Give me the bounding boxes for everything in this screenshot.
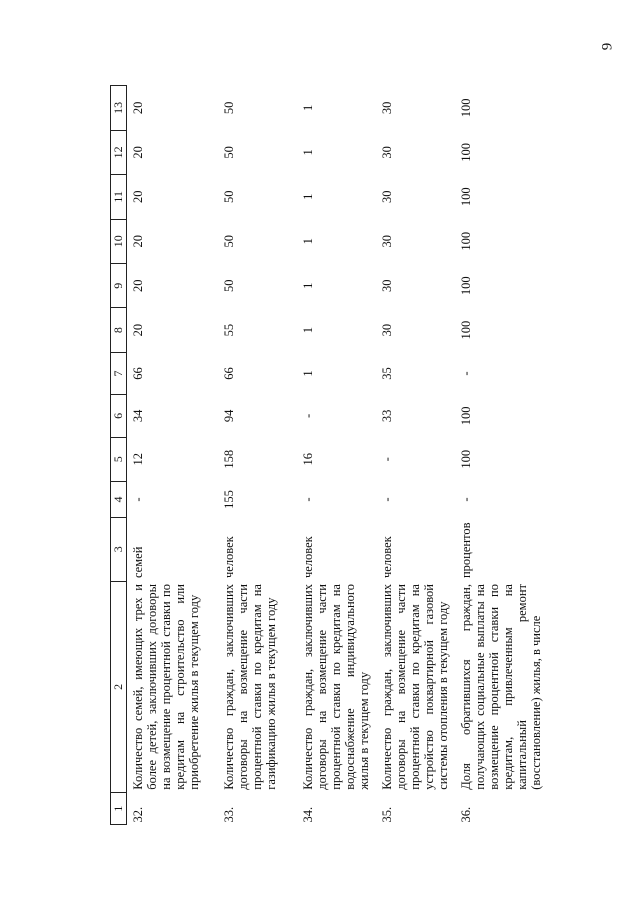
row-value: 155 xyxy=(222,490,236,509)
row-value: - xyxy=(459,371,473,376)
row-unit: процентов xyxy=(459,522,473,579)
table-row xyxy=(376,86,455,825)
row-unit: человек xyxy=(222,536,236,579)
row-value: 30 xyxy=(380,279,394,292)
col-header-13: 13 xyxy=(111,86,127,131)
col-header-8: 8 xyxy=(111,308,127,352)
row-value: - xyxy=(301,413,315,418)
row-value: 1 xyxy=(301,370,315,377)
row-value: 1 xyxy=(301,238,315,245)
table-row xyxy=(455,86,548,825)
row-value: 1 xyxy=(301,327,315,334)
row-value: 35 xyxy=(380,367,394,380)
row-value: 50 xyxy=(222,190,236,204)
row-value: 30 xyxy=(380,190,394,204)
row-value: 20 xyxy=(131,279,145,292)
row-value: 30 xyxy=(380,146,394,159)
row-unit: человек xyxy=(380,536,394,579)
row-value: 20 xyxy=(131,235,145,248)
col-header-4: 4 xyxy=(111,482,127,518)
row-value: - xyxy=(301,497,315,502)
row-value: - xyxy=(380,497,394,502)
table-row xyxy=(127,86,219,825)
col-header-7: 7 xyxy=(111,352,127,394)
row-value: 94 xyxy=(222,409,236,423)
row-number: 33. xyxy=(222,806,236,823)
row-value: 50 xyxy=(222,101,236,115)
row-value: 100 xyxy=(459,98,473,118)
row-value: 33 xyxy=(380,409,394,423)
row-unit: человек xyxy=(301,536,315,579)
row-value: 50 xyxy=(222,235,236,248)
row-value: 1 xyxy=(301,149,315,156)
row-value: 20 xyxy=(131,323,145,337)
row-value: 100 xyxy=(459,449,473,469)
row-value: 12 xyxy=(131,453,145,466)
row-value: 100 xyxy=(459,320,473,340)
row-value: 100 xyxy=(459,142,473,162)
row-description: Количество семей, имеющих трех и более детей, заключивших договоры на возмещение процентной ставки по кредитам на строительство или приобретение жилья в текущем году xyxy=(131,584,201,790)
col-header-5: 5 xyxy=(111,437,127,481)
row-value: 16 xyxy=(301,453,315,466)
row-value: 100 xyxy=(459,187,473,207)
row-value: 158 xyxy=(222,449,236,469)
col-header-11: 11 xyxy=(111,175,127,219)
row-value: 20 xyxy=(131,101,145,115)
row-value: 100 xyxy=(459,406,473,426)
col-header-10: 10 xyxy=(111,219,127,263)
row-value: - xyxy=(380,457,394,462)
row-value: 1 xyxy=(301,193,315,200)
row-value: 30 xyxy=(380,323,394,337)
col-header-1: 1 xyxy=(111,793,127,825)
row-description: Количество граждан, заключивших договоры на возмещение части процентной ставки по кредитам на водоснабжение индивидуального жилья в текущем году xyxy=(301,584,371,790)
table-row xyxy=(297,86,376,825)
row-number: 36. xyxy=(459,806,473,823)
row-value: 20 xyxy=(131,146,145,159)
row-value: 20 xyxy=(131,190,145,204)
row-value: - xyxy=(131,497,145,502)
page-number: 9 xyxy=(599,42,616,51)
row-value: 30 xyxy=(380,101,394,115)
col-header-2: 2 xyxy=(111,581,127,793)
row-unit: семей xyxy=(131,546,145,579)
row-value: 50 xyxy=(222,279,236,292)
row-value: - xyxy=(459,497,473,502)
row-value: 30 xyxy=(380,235,394,248)
row-number: 32. xyxy=(131,806,145,823)
col-header-6: 6 xyxy=(111,395,127,437)
table-row xyxy=(218,86,297,825)
row-value: 50 xyxy=(222,146,236,159)
row-number: 35. xyxy=(380,806,394,823)
row-value: 66 xyxy=(222,367,236,380)
row-value: 66 xyxy=(131,367,145,380)
row-description: Доля обратившихся граждан, получающих социальные выплаты на возмещение процентной ставки по кредитам, привлеченным на капитальный ремонт (восстановление) жилья, в числе xyxy=(459,584,543,790)
row-value: 100 xyxy=(459,276,473,296)
row-description: Количество граждан, заключивших договоры на возмещение части процентной ставки по кредитам на газификацию жилья в текущем году xyxy=(222,584,278,790)
col-header-12: 12 xyxy=(111,130,127,174)
header-row xyxy=(111,86,127,825)
rotated-table-container xyxy=(110,85,543,825)
col-header-9: 9 xyxy=(111,263,127,307)
row-description: Количество граждан, заключивших договоры на возмещение части процентной ставки по кредитам на устройство поквартирной газовой системы отопления в текущем году xyxy=(380,584,450,790)
row-number: 34. xyxy=(301,806,315,823)
row-value: 34 xyxy=(131,409,145,423)
row-value: 100 xyxy=(459,231,473,251)
indicators-table xyxy=(110,85,548,825)
row-value: 1 xyxy=(301,104,315,111)
row-value: 55 xyxy=(222,323,236,337)
row-value: 1 xyxy=(301,282,315,289)
col-header-3: 3 xyxy=(111,518,127,582)
